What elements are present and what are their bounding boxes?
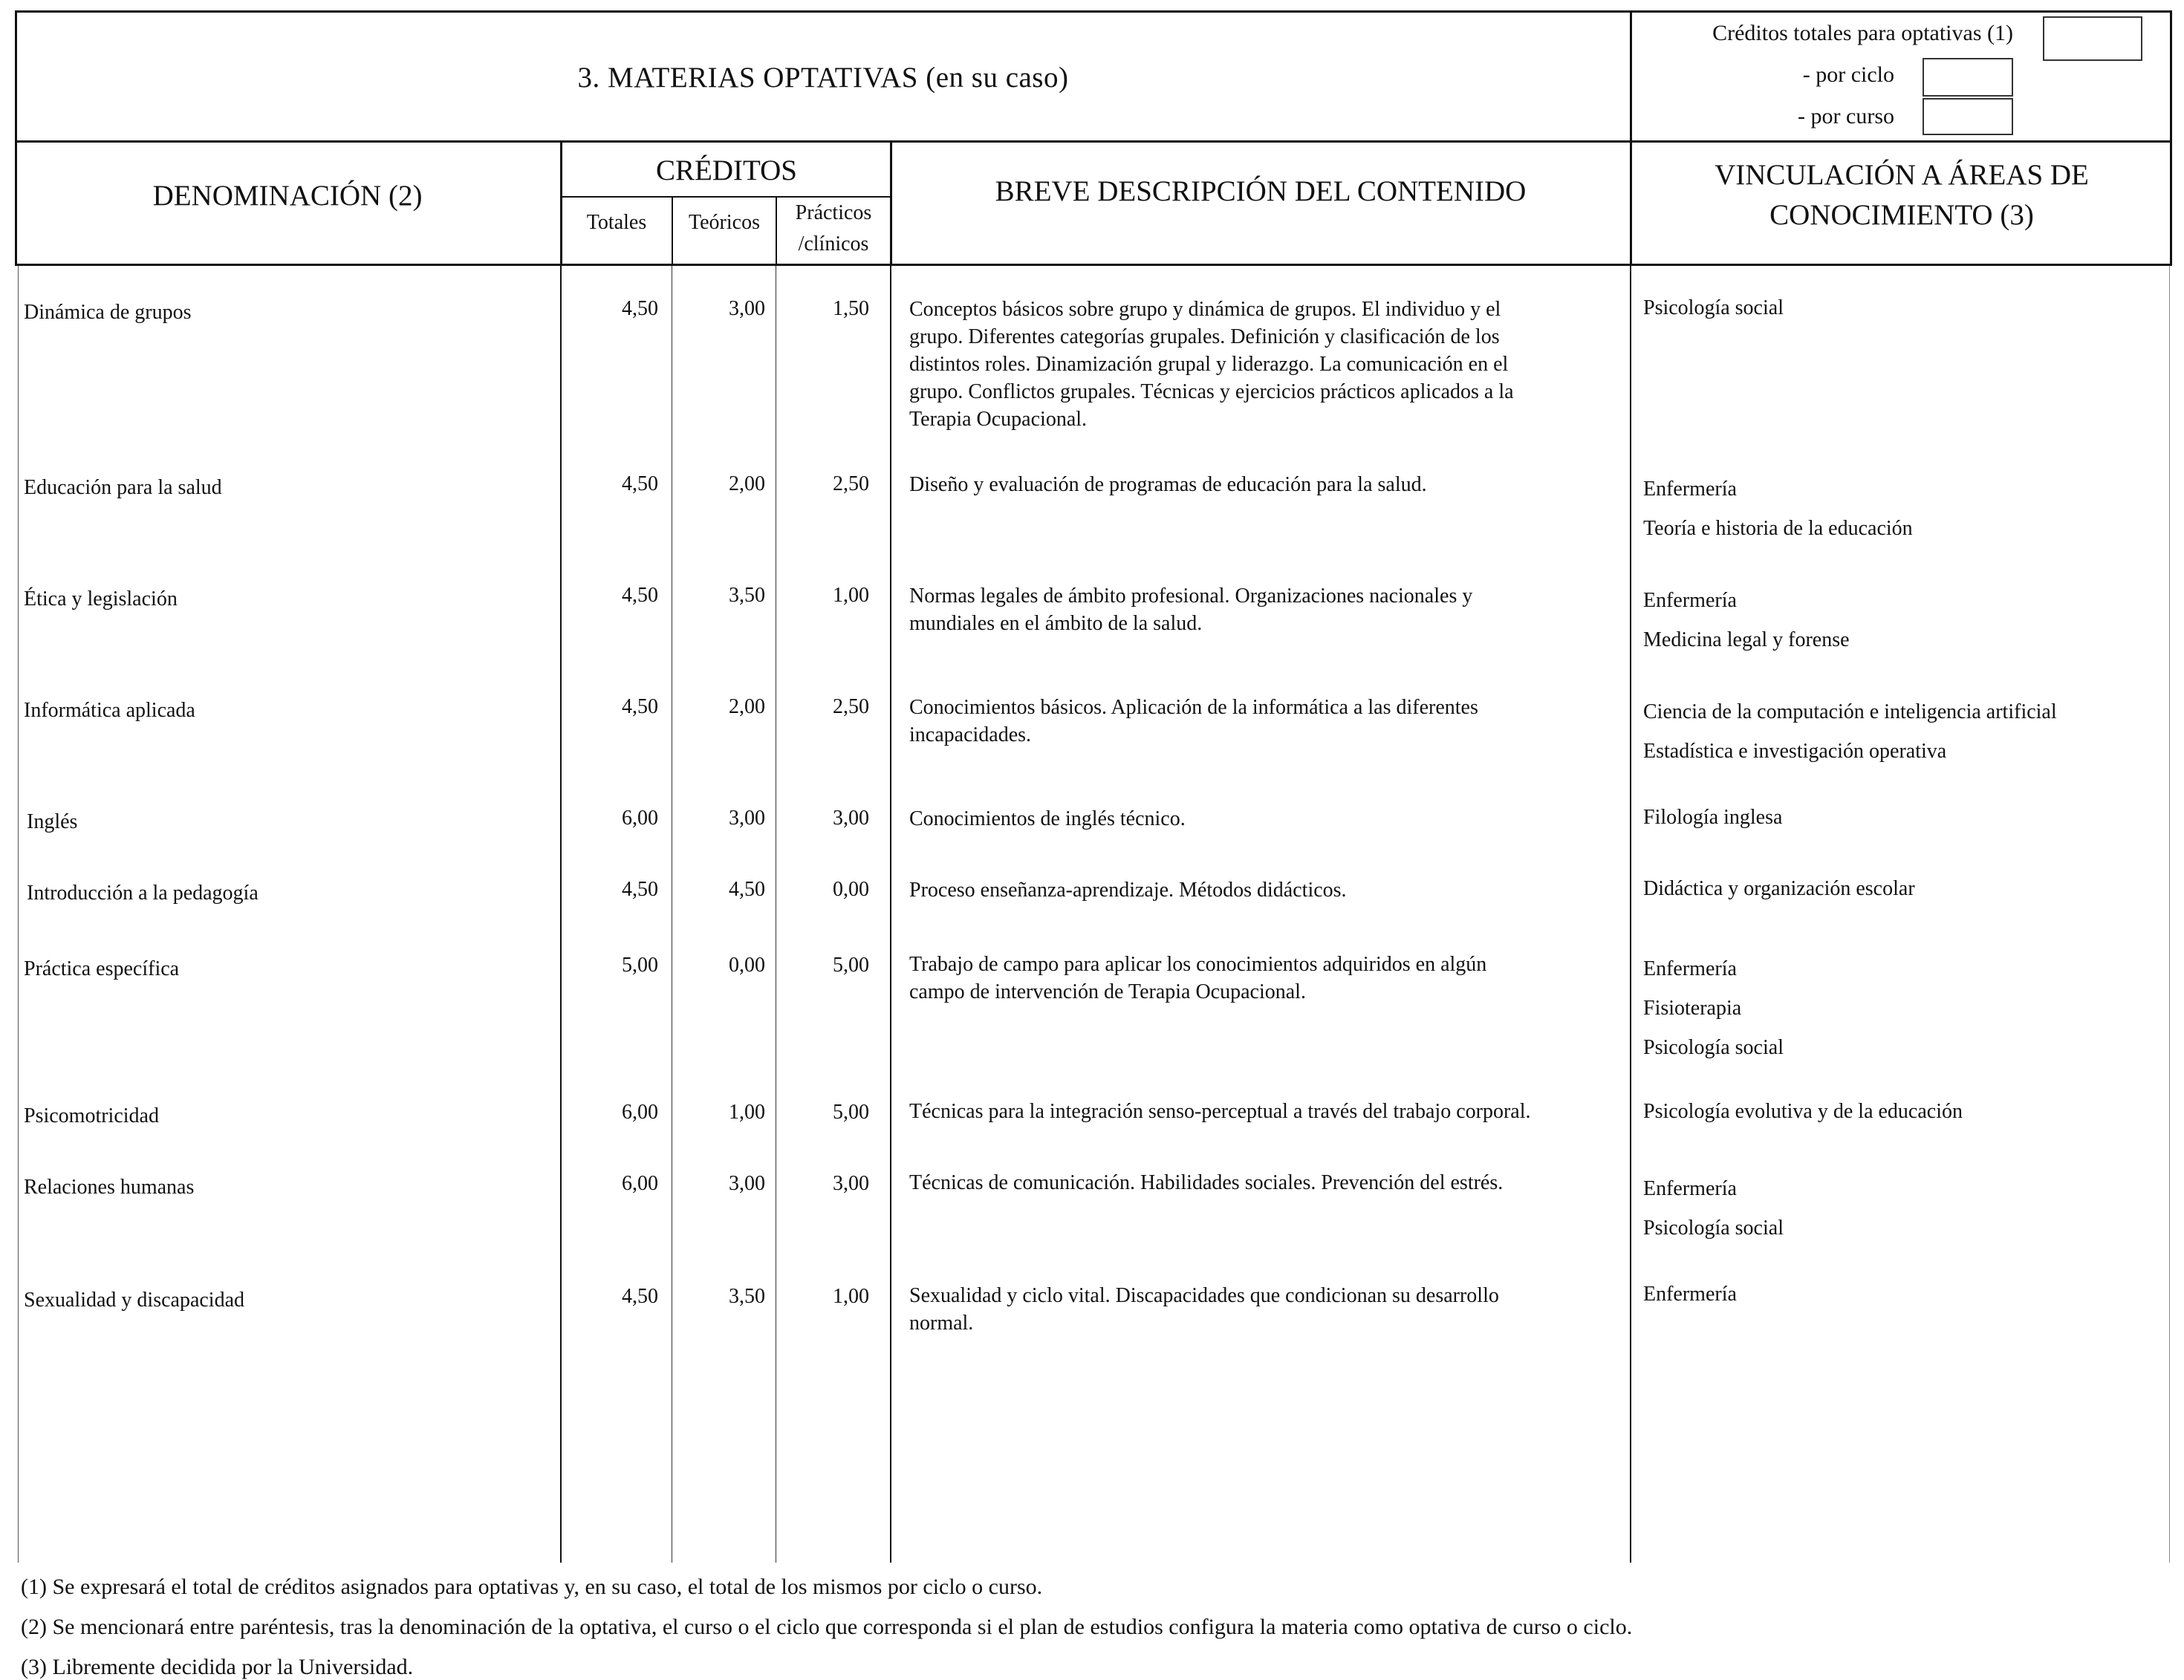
col-header-vinculacion-1: VINCULACIÓN A ÁREAS DE <box>1715 159 2089 191</box>
row-areas: Ciencia de la computación e inteligencia artificial Estadística e investigación operativa <box>1643 700 2057 763</box>
col-header-totales: Totales <box>586 211 647 234</box>
body-line-4 <box>890 266 891 1563</box>
row-descripcion: Proceso enseñanza-aprendizaje. Métodos didácticos. <box>909 879 1347 902</box>
row-totales: 4,50 <box>622 584 658 607</box>
row-areas: Enfermería Fisioterapia Psicología social <box>1643 957 1784 1059</box>
col-header-practicos: Prácticos <box>795 201 872 224</box>
per-cycle-field[interactable] <box>1923 58 2013 97</box>
body-line-right <box>2169 266 2170 1563</box>
row-descripcion: Normas legales de ámbito profesional. Organizaciones nacionales y mundiales en el ámbito de la salud. <box>909 585 1473 635</box>
row-teoricos: 0,00 <box>729 954 765 977</box>
col-header-vinculacion-2: CONOCIMIENTO (3) <box>1769 199 2034 231</box>
row-practicos: 2,50 <box>833 695 869 718</box>
row-practicos: 1,00 <box>833 1285 869 1308</box>
col-header-clinicos: /clínicos <box>798 232 869 255</box>
row-name: Psicomotricidad <box>24 1104 159 1127</box>
row-areas: Enfermería Psicología social <box>1643 1177 1784 1240</box>
row-practicos: 5,00 <box>833 954 869 977</box>
row-teoricos: 3,00 <box>729 1172 765 1195</box>
row-teoricos: 3,50 <box>729 1285 765 1308</box>
row-descripcion: Técnicas de comunicación. Habilidades sociales. Prevención del estrés. <box>909 1171 1504 1194</box>
row-name: Introducción a la pedagogía <box>27 882 259 905</box>
col-header-teoricos: Teóricos <box>688 211 760 234</box>
row-practicos: 1,00 <box>833 584 869 607</box>
section-title: 3. MATERIAS OPTATIVAS (en su caso) <box>577 62 1069 94</box>
row-name: Educación para la salud <box>24 476 222 499</box>
row-totales: 6,00 <box>622 1172 658 1195</box>
row-areas: Enfermería Teoría e historia de la educación <box>1643 478 1913 540</box>
row-teoricos: 1,00 <box>729 1101 765 1124</box>
per-cycle-label: - por ciclo <box>1802 62 1894 87</box>
row-descripcion: Trabajo de campo para aplicar los conocimientos adquiridos en algún campo de intervención de Terapia Ocupacional. <box>909 953 1487 1003</box>
row-descripcion: Sexualidad y ciclo vital. Discapacidades que condicionan su desarrollo normal. <box>909 1284 1499 1335</box>
row-totales: 4,50 <box>622 297 658 320</box>
row-descripcion: Diseño y evaluación de programas de educación para la salud. <box>909 473 1427 496</box>
row-totales: 6,00 <box>622 807 658 830</box>
row-totales: 5,00 <box>622 954 658 977</box>
col-header-descripcion: BREVE DESCRIPCIÓN DEL CONTENIDO <box>995 175 1527 207</box>
per-course-label: - por curso <box>1798 104 1894 128</box>
row-name: Inglés <box>27 810 78 833</box>
row-areas: Enfermería Medicina legal y forense <box>1643 589 1850 651</box>
row-name: Ética y legislación <box>24 587 178 611</box>
row-name: Relaciones humanas <box>24 1176 195 1199</box>
row-practicos: 2,50 <box>833 472 869 495</box>
row-totales: 4,50 <box>622 1285 658 1308</box>
row-areas: Psicología social <box>1643 296 1784 319</box>
footnote-3: (3) Libremente decidida por la Universidad. <box>21 1655 414 1679</box>
row-name: Dinámica de grupos <box>24 301 192 324</box>
row-teoricos: 2,00 <box>729 695 765 718</box>
col-header-creditos: CRÉDITOS <box>656 154 797 186</box>
row-areas: Psicología evolutiva y de la educación <box>1643 1100 1963 1123</box>
total-credits-label: Créditos totales para optativas (1) <box>1712 21 2013 45</box>
body-line-5 <box>1630 266 1631 1563</box>
row-descripcion: Conocimientos de inglés técnico. <box>909 807 1186 830</box>
row-totales: 4,50 <box>622 878 658 901</box>
col-header-denominacion: DENOMINACIÓN (2) <box>152 180 423 212</box>
row-totales: 4,50 <box>622 695 658 718</box>
body-line-1 <box>560 266 562 1563</box>
row-practicos: 3,00 <box>833 1172 869 1195</box>
row-areas: Enfermería <box>1643 1283 1737 1306</box>
row-teoricos: 3,00 <box>729 297 765 320</box>
body-line-left <box>18 266 19 1563</box>
row-teoricos: 3,00 <box>729 807 765 830</box>
row-name: Informática aplicada <box>24 699 195 722</box>
footnote-2: (2) Se mencionará entre paréntesis, tras la denominación de la optativa, el curso o el ciclo que corresponda si el plan de estudios configura la materia como optativa de curso o ciclo. <box>21 1615 1633 1639</box>
per-course-field[interactable] <box>1923 98 2013 135</box>
row-name: Sexualidad y discapacidad <box>24 1289 245 1312</box>
row-practicos: 5,00 <box>833 1101 869 1124</box>
row-teoricos: 2,00 <box>729 472 765 495</box>
row-teoricos: 3,50 <box>729 584 765 607</box>
row-areas: Didáctica y organización escolar <box>1643 877 1915 900</box>
footnote-1: (1) Se expresará el total de créditos asignados para optativas y, en su caso, el total de los mismos por ciclo o curso. <box>21 1575 1043 1599</box>
row-teoricos: 4,50 <box>729 878 765 901</box>
row-descripcion: Técnicas para la integración senso-perceptual a través del trabajo corporal. <box>909 1100 1531 1123</box>
total-credits-field[interactable] <box>2043 16 2142 61</box>
row-practicos: 3,00 <box>833 807 869 830</box>
row-practicos: 1,50 <box>833 297 869 320</box>
row-totales: 6,00 <box>622 1101 658 1124</box>
row-areas: Filología inglesa <box>1643 806 1783 829</box>
row-descripcion: Conceptos básicos sobre grupo y dinámica de grupos. El individuo y el grupo. Diferentes categorías grupales. Definición y clasificación de los distintos roles. Dinamización grupal y liderazgo. La comunicación en el grupo. Conflictos grupales. Técnicas y ejercicios prácticos aplicados a la Terapia Ocupacional. <box>909 298 1514 431</box>
row-descripcion: Conocimientos básicos. Aplicación de la informática a las diferentes incapacidades. <box>909 696 1478 746</box>
row-totales: 4,50 <box>622 472 658 495</box>
row-name: Práctica específica <box>24 957 180 980</box>
row-practicos: 0,00 <box>833 878 869 901</box>
